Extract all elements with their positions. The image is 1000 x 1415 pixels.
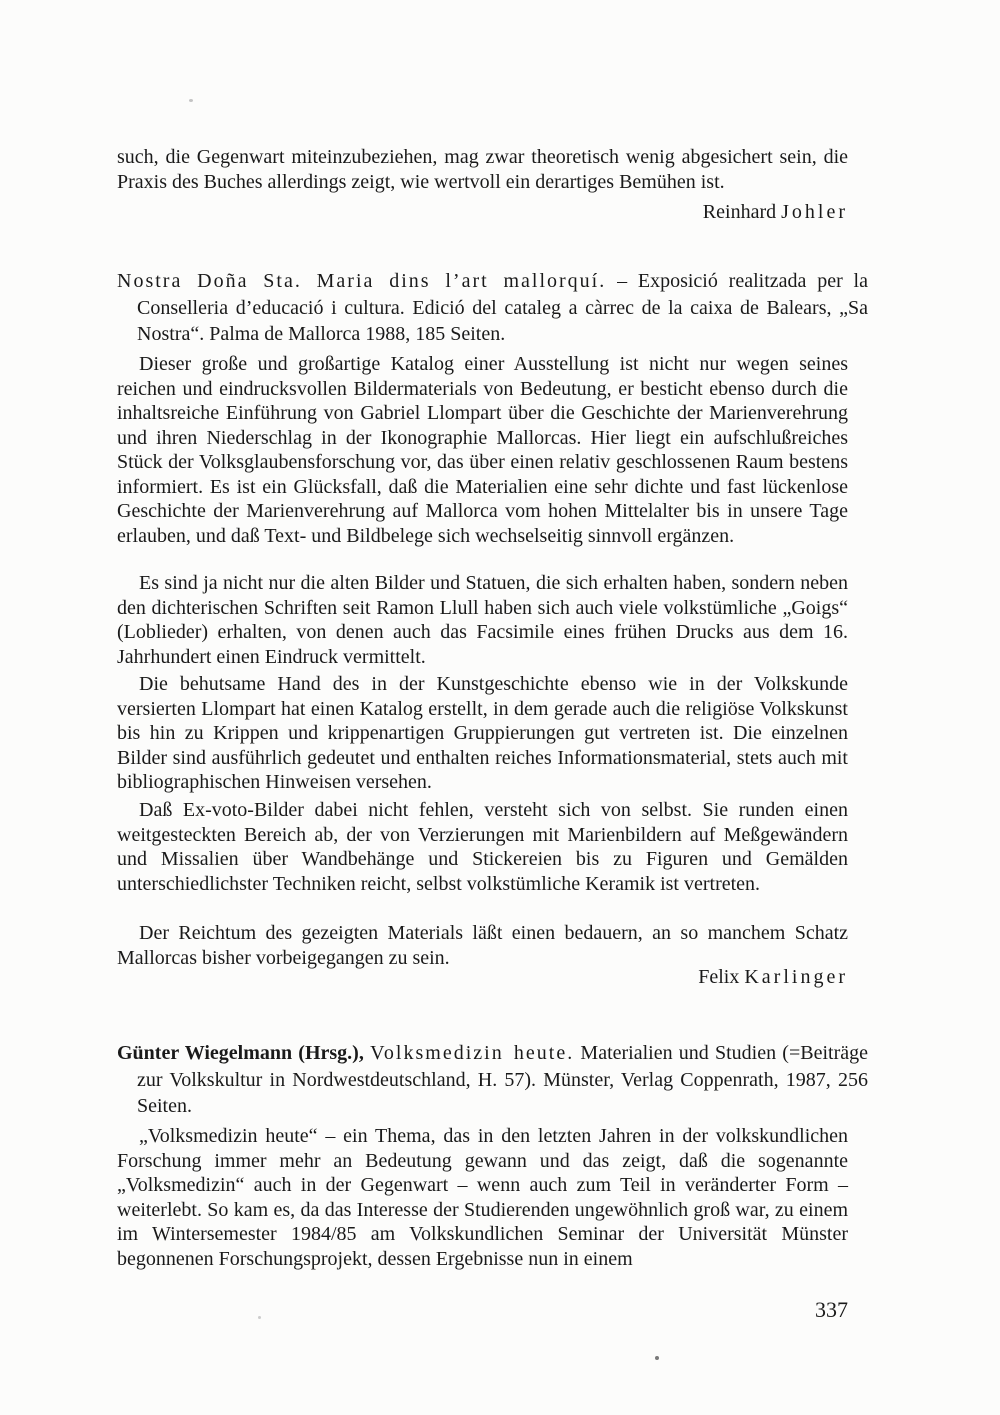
review-editor-name: Günter Wiegelmann (Hrsg.), — [117, 1042, 364, 1064]
review-paragraph: „Volksmedizin heute“ – ein Thema, das in den letzten Jahren in der volkskundlichen Forschung immer mehr an Bedeutung gewann und das zeigt, daß die sogenannte „Volksmedizin“ auch in der Gegenwart – wenn auch zum Teil in veränderter Form – weiterlebt. So kam es, da das Interesse der Studierenden ungewöhnlich groß war, zu einem im Wintersemester 1984/85 am Volkskundlichen Seminar der Universität Münster begonnenen Forschungsprojekt, dessen Ergebnisse nun in einem — [117, 1125, 848, 1270]
signature-given-name: Felix — [698, 966, 740, 988]
review-title-volksmedizin: Volksmedizin heute. — [370, 1042, 575, 1064]
review-paragraph: Es sind ja nicht nur die alten Bilder und Statuen, die sich erhalten haben, sondern neben den dichterischen Schriften seit Ramon Llull haben sich auch viele volkstümliche „Goigs“ (Loblieder) erhalten, von denen auch das Facsimile eines frühen Drucks aus dem 16. Jahrhundert einen Eindruck vermittelt. — [117, 572, 848, 668]
review-paragraph: Der Reichtum des gezeigten Materials läßt einen bedauern, an so manchem Schatz Mallorcas bisher vorbeigegangen zu sein. — [117, 922, 848, 969]
scan-speck — [655, 1356, 659, 1360]
review-paragraph: Daß Ex-voto-Bilder dabei nicht fehlen, versteht sich von selbst. Sie runden einen weitgesteckten Bereich ab, der von Verzierungen mit Marienbildern auf Meßgewändern und Missalien über Wandbehänge und Stickereien bis zu Figuren und Gemälden unterschiedlichster Techniken reicht, selbst volkstümliche Keramik ist vertreten. — [117, 799, 848, 895]
review-bibliographic-info-mallorca: – Exposició realitzada per la Conselleria d’educació i cultura. Edició del cataleg a càrrec de la caixa de Balears, „Sa Nostra“. Palma de Mallorca 1988, 185 Seiten. — [137, 270, 868, 345]
review-paragraph: Dieser große und großartige Katalog einer Ausstellung ist nicht nur wegen seines reichen und eindrucksvollen Bildermaterials von Bedeutung, er besticht ebenso durch die inhaltsreiche Einführung von Gabriel Llompart über die Geschichte der Marienverehrung und ihren Niederschlag in der Ikonographie Mallorcas. Hier liegt ein aufschlußreiches Stück der Volksglaubensforschung vor, das über einen relativ geschlossenen Raum bestens informiert. Es ist ein Glücksfall, daß die Materialien eine sehr dichte und fast lückenlose Geschichte der Marienverehrung auf Mallorca vom hohen Mittelalter bis in unsere Tage erlauben, und daß Text- und Bildbelege sich wechselseitig sinnvoll ergänzen. — [117, 353, 848, 547]
review-heading-volksmedizin — [117, 1040, 868, 1120]
signature-family-name: Johler — [781, 201, 848, 223]
scan-speck — [258, 1316, 261, 1319]
review-heading-mallorca — [117, 268, 868, 348]
scan-speck — [189, 99, 193, 102]
review-bibliographic-info-volksmedizin: Materialien und Studien (=Beiträge zur Volkskultur in Nordwestdeutschland, H. 57). Münster, Verlag Coppenrath, 1987, 256 Seiten. — [137, 1042, 868, 1117]
reviewer-signature-johler — [117, 199, 848, 225]
review-paragraph: Die behutsame Hand des in der Kunstgeschichte ebenso wie in der Volkskunde versierten Llompart hat einen Katalog erstellt, in dem gerade auch die religiöse Volkskunst bis hin zu Krippen und krippenartigen Gruppierungen gut vertreten ist. Die einzelnen Bilder sind ausführlich gedeutet und enthalten reiches Informationsmaterial, stets auch mit bibliographischen Hinweisen versehen. — [117, 673, 848, 793]
reviewer-signature-karlinger — [117, 964, 848, 990]
review-title-mallorca: Nostra Doña Sta. Maria dins l’art mallorquí. — [117, 270, 607, 292]
signature-family-name: Karlinger — [744, 966, 848, 988]
signature-given-name: Reinhard — [702, 201, 777, 223]
continuation-paragraph: such, die Gegenwart miteinzubeziehen, mag zwar theoretisch wenig abgesichert sein, die Praxis des Buches allerdings zeigt, wie wertvoll ein derartiges Bemühen ist. — [117, 146, 848, 193]
page-number: 337 — [815, 1297, 848, 1322]
